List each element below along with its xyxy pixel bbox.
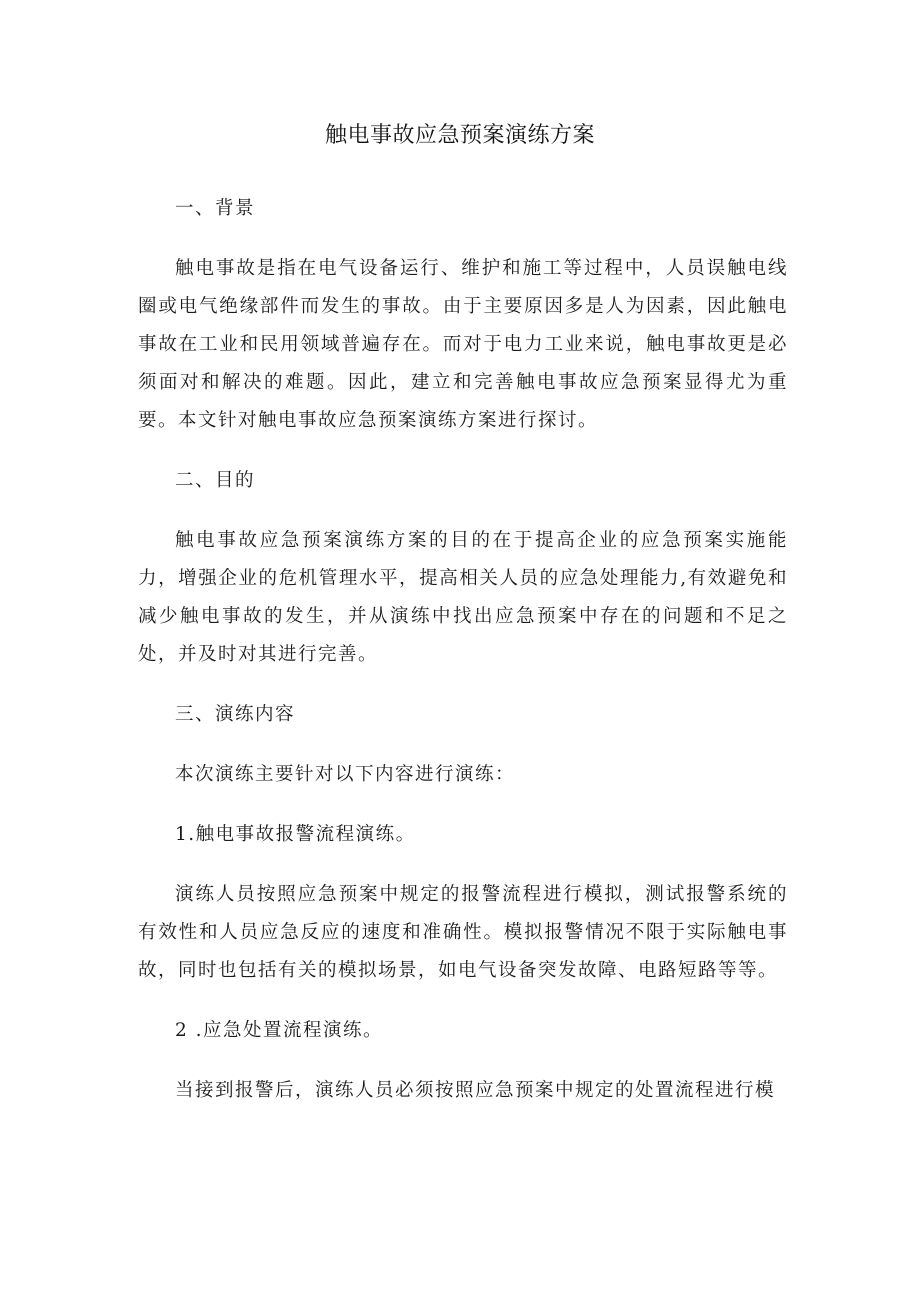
paragraph-response: 当接到报警后，演练人员必须按照应急预案中规定的处置流程进行模 bbox=[175, 1080, 776, 1101]
paragraph-background: 触电事故是指在电气设备运行、维护和施工等过程中，人员误触电线圈或电气绝缘部件而发生的事故。由于主要原因多是人为因素，因此触电事故在工业和民用领域普遍存在。而对于电力工业来说，触电事故更是必须面对和解决的难题。因此，建立和完善触电事故应急预案显得尤为重要。本文针对触电事故应急预案演练方案进行探讨。 bbox=[138, 258, 788, 431]
section-heading-purpose: 二、目的 bbox=[175, 470, 256, 491]
paragraph-purpose: 触电事故应急预案演练方案的目的在于提高企业的应急预案实施能力，增强企业的危机管理水平，提高相关人员的应急处理能力,有效避免和减少触电事故的发生，并从演练中找出应急预案中存在的问题和不足之处，并及时对其进行完善。 bbox=[138, 530, 788, 665]
paragraph-content-intro: 本次演练主要针对以下内容进行演练： bbox=[175, 764, 516, 785]
document-title: 触电事故应急预案演练方案 bbox=[324, 123, 595, 148]
item-heading-response: 2 .应急处置流程演练。 bbox=[175, 1020, 384, 1041]
document-body bbox=[138, 190, 788, 1132]
section-heading-background: 一、背景 bbox=[175, 198, 256, 219]
paragraph-alarm: 演练人员按照应急预案中规定的报警流程进行模拟，测试报警系统的有效性和人员应急反应的速度和准确性。模拟报警情况不限于实际触电事故，同时也包括有关的模拟场景，如电气设备突发故障、电路短路等等。 bbox=[138, 884, 788, 981]
section-heading-content: 三、演练内容 bbox=[175, 704, 296, 725]
item-heading-alarm: 1.触电事故报警流程演练。 bbox=[175, 824, 416, 845]
